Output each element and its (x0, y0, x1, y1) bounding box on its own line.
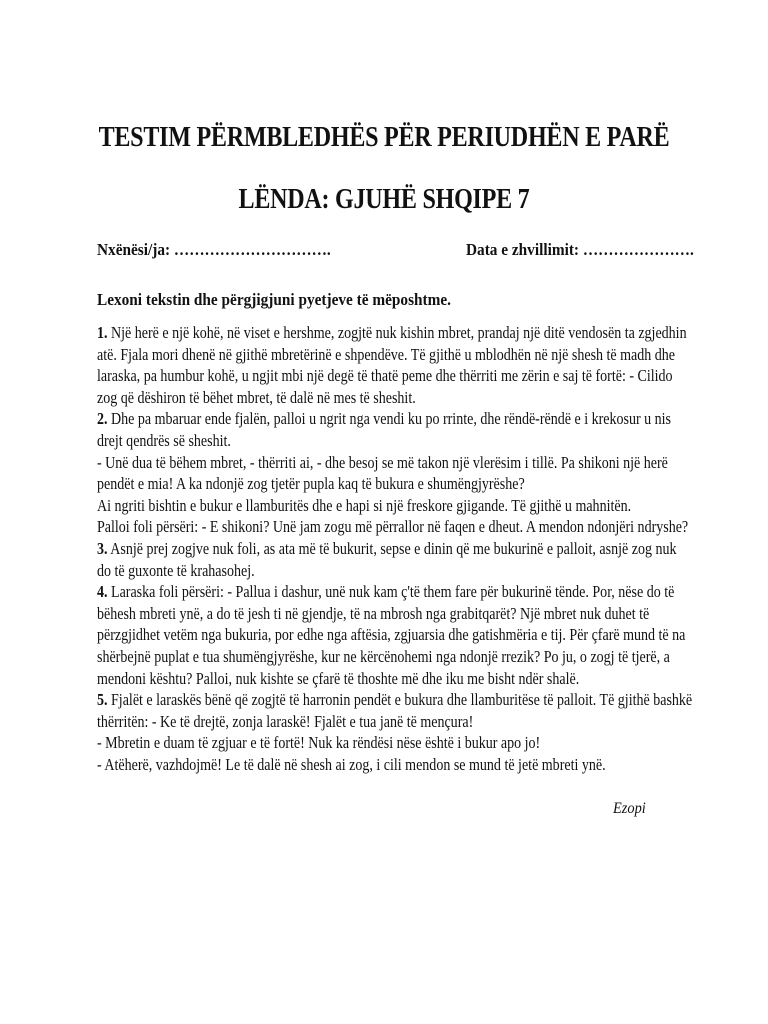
passage-text: laraska, pa humbur kohë, u ngjit mbi një degë të thatë peme dhe thërriti me zërin e saj të fortë: - Cilido (97, 366, 673, 386)
passage-line (97, 732, 644, 754)
passage-line (97, 387, 644, 409)
passage-line (97, 668, 644, 690)
document-title: TESTIM PËRMBLEDHËS PËR PERIUDHËN E PARË (98, 122, 670, 153)
passage-line (97, 603, 650, 625)
paragraph-number: 3. (97, 538, 108, 558)
passage-text: do të guxonte të krahasohej. (97, 560, 255, 580)
passage-text: Fjalët e laraskës bënë që zogjtë të harronin pendët e bukura dhe llamburitëse të palloit. Të gjithë bashkë (107, 690, 693, 710)
passage-text: zog që dëshiron të bëhet mbret, të dalë në mes të sheshit. (97, 387, 416, 407)
passage-text: shërbejnë puplat e tua shumëngjyrëshe, kur ne kërcënohemi nga ndonjë rrezik? Po ju, o zogj të tjerë, a (97, 646, 670, 666)
passage-line (97, 322, 687, 344)
passage-text: thërritën: - Ke të drejtë, zonja laraskë! Fjalët e tua janë të mençura! (97, 711, 474, 731)
passage-text: bëhesh mbreti ynë, a do të jesh ti në gjendje, të na mbrosh nga grabitqarët? Një mbret nuk duhet të (97, 603, 650, 623)
passage-text: pendët e mia! A ka ndonjë zog tjetër pupla kaq të bukura e shumëngjyrëshe? (97, 474, 525, 494)
paragraph-number: 5. (97, 690, 108, 710)
passage-text: Ai ngriti bishtin e bukur e llamburitës dhe e hapi si një freskore gjigande. Të gjithë u mahnitën. (97, 495, 632, 515)
subject-heading: LËNDA: GJUHË SHQIPE 7 (238, 184, 530, 215)
passage-line (97, 408, 671, 430)
passage-text: drejt qendrës së sheshit. (97, 430, 231, 450)
passage-line (97, 473, 644, 495)
passage-line (97, 689, 693, 711)
passage-line (97, 516, 689, 538)
date-field: Data e zhvillimit: …………………. (466, 240, 694, 259)
passage-line (97, 711, 644, 733)
instructions: Lexoni tekstin dhe përgjigjuni pyetjeve të mëposhtme. (97, 290, 451, 309)
passage-line (97, 646, 670, 668)
student-name-field: Nxënësi/ja: …………………………. (97, 240, 331, 259)
passage-line (97, 452, 668, 474)
passage-text: - Atëherë, vazhdojmë! Le të dalë në shesh ai zog, i cili mendon se mund të jetë mbreti ynë. (97, 754, 606, 774)
author-signature: Ezopi (613, 800, 646, 817)
passage-text: përzgjidhet vetëm nga bukuria, por edhe nga aftësia, zgjuarsia dhe gatishmëria e tij. Për çfarë mund të na (97, 625, 686, 645)
passage-text: Asnjë prej zogjve nuk foli, as ata më të bukurit, sepse e dinin që me bukurinë e palloit, asnjë zog nuk (107, 538, 677, 558)
passage-line (97, 624, 686, 646)
passage-line (97, 495, 644, 517)
paragraph-number: 1. (97, 323, 108, 342)
passage-line (97, 365, 673, 387)
passage-text: mendoni kështu? Palloi, nuk kishte se çfarë të thoshte më dhe iku me bisht ndër shalë. (97, 668, 580, 688)
passage-text: atë. Fjala mori dhenë në gjithë mbretërinë e shpendëve. Të gjithë u mblodhën në një shesh të madh dhe (97, 344, 676, 364)
paragraph-number: 2. (97, 409, 108, 429)
passage-text: Një herë e një kohë, në viset e hershme, zogjtë nuk kishin mbret, prandaj një ditë vendosën ta zgjedhin (107, 323, 687, 342)
paragraph-number: 4. (97, 582, 108, 602)
passage-line (97, 430, 644, 452)
passage-line (97, 538, 677, 560)
passage-line (97, 560, 644, 582)
passage-text: Palloi foli përsëri: - E shikoni? Unë jam zogu më përrallor në faqen e dheut. A mendon ndonjëri ndryshe? (97, 517, 689, 537)
passage-text: - Unë dua të bëhem mbret, - thërriti ai, - dhe besoj se më takon një vlerësim i tillë. Pa shikoni një herë (97, 452, 668, 472)
passage-text: - Mbretin e duam të zgjuar e të fortë! Nuk ka rëndësi nëse është i bukur apo jo! (97, 733, 541, 753)
passage-line (97, 754, 644, 776)
passage-text: Dhe pa mbaruar ende fjalën, palloi u ngrit nga vendi ku po rrinte, dhe rëndë-rëndë e i krekosur u nis (107, 409, 671, 429)
passage-line (97, 344, 676, 366)
reading-passage (97, 322, 737, 775)
passage-line (97, 581, 675, 603)
passage-text: Laraska foli përsëri: - Pallua i dashur, unë nuk kam ç'të them fare për bukurinë tënde. Por, nëse do të (107, 582, 675, 602)
